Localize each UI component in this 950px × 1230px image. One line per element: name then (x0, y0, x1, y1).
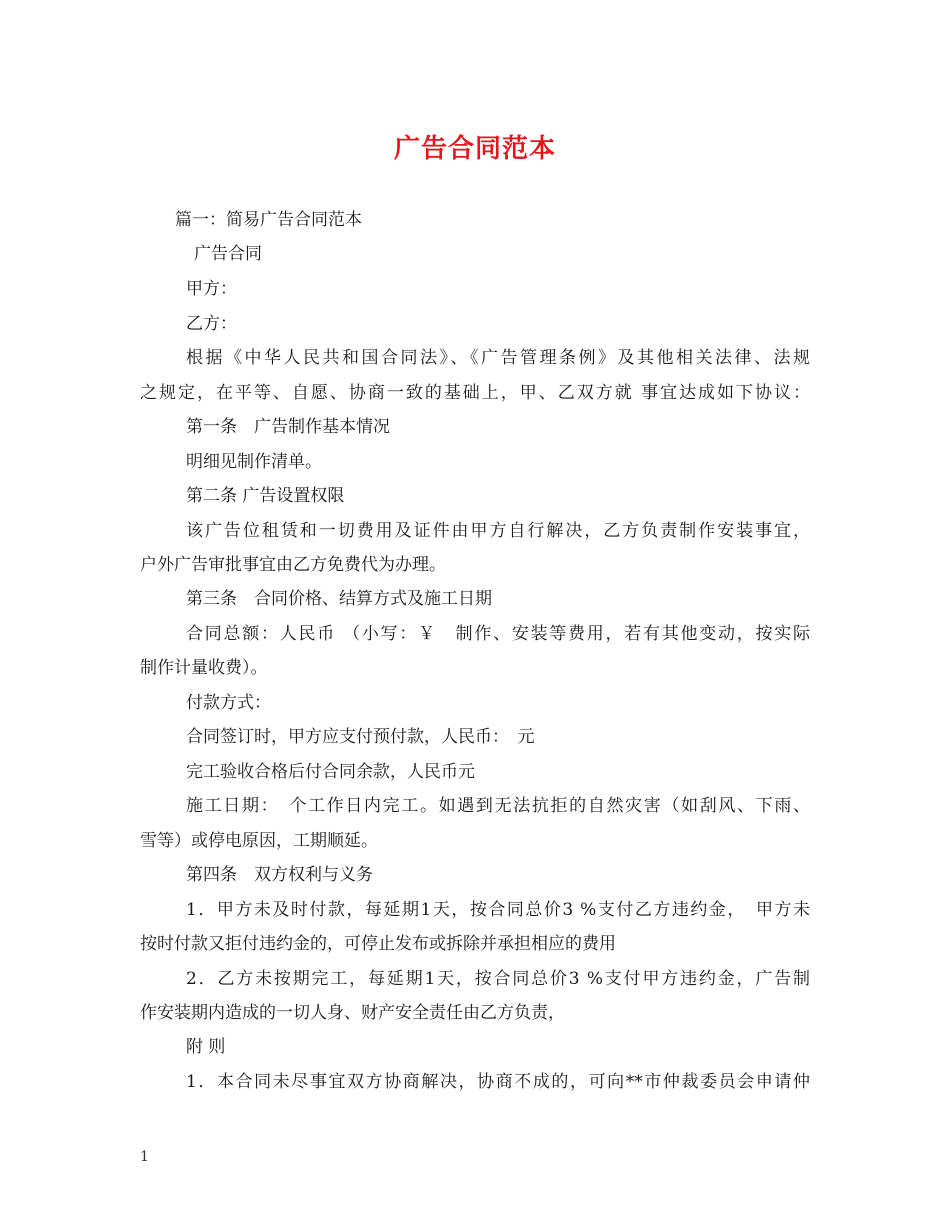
paragraph-line: 合同签订时，甲方应支付预付款，人民币： 元 (186, 727, 535, 747)
page-number: 1 (140, 1149, 149, 1165)
article-heading: 附 则 (186, 1037, 226, 1057)
article-heading: 第四条 双方权利与义务 (186, 865, 373, 885)
paragraph-line: 合同总额：人民币 （小写：￥ 制作、安装等费用，若有其他变动，按实际 (186, 624, 810, 644)
article-heading: 第一条 广告制作基本情况 (186, 417, 390, 437)
paragraph-line: 1．甲方未及时付款，每延期1天，按合同总价3 %支付乙方违约金， 甲方未 (186, 900, 810, 920)
document-title: 广告合同范本 (393, 134, 556, 164)
contract-heading: 广告合同 (194, 244, 262, 264)
paragraph-line: 户外广告审批事宜由乙方免费代为办理。 (140, 555, 446, 575)
paragraph-line: 明细见制作清单。 (186, 452, 322, 472)
article-heading: 第三条 合同价格、结算方式及施工日期 (186, 589, 492, 609)
paragraph-line: 作安装期内造成的一切人身、财产安全责任由乙方负责， (140, 1003, 565, 1023)
section-heading: 篇一：简易广告合同范本 (175, 210, 362, 230)
paragraph-line: 根据《中华人民共和国合同法》、《广告管理条例》及其他相关法律、法规 (186, 348, 810, 368)
paragraph-line: 1．本合同未尽事宜双方协商解决，协商不成的，可向**市仲裁委员会申请仲 (186, 1072, 810, 1092)
party-b-line: 乙方： (186, 314, 237, 334)
paragraph-line: 制作计量收费）。 (140, 658, 268, 678)
paragraph-line: 付款方式： (186, 693, 271, 713)
paragraph-line: 2．乙方未按期完工，每延期1天，按合同总价3 %支付甲方违约金，广告制 (186, 969, 810, 989)
paragraph-line: 施工日期： 个工作日内完工。如遇到无法抗拒的自然灾害（如刮风、下雨、 (186, 796, 810, 816)
paragraph-line: 雪等）或停电原因，工期顺延。 (140, 831, 378, 851)
article-heading: 第二条 广告设置权限 (186, 486, 345, 506)
paragraph-line: 之规定，在平等、自愿、协商一致的基础上，甲、乙双方就 事宜达成如下协议： (140, 383, 810, 403)
paragraph-line: 完工验收合格后付合同余款，人民币元 (186, 762, 475, 782)
party-a-line: 甲方： (186, 279, 237, 299)
paragraph-line: 按时付款又拒付违约金的，可停止发布或拆除并承担相应的费用 (140, 934, 616, 954)
paragraph-line: 该广告位租赁和一切费用及证件由甲方自行解决，乙方负责制作安装事宜， (186, 521, 810, 541)
